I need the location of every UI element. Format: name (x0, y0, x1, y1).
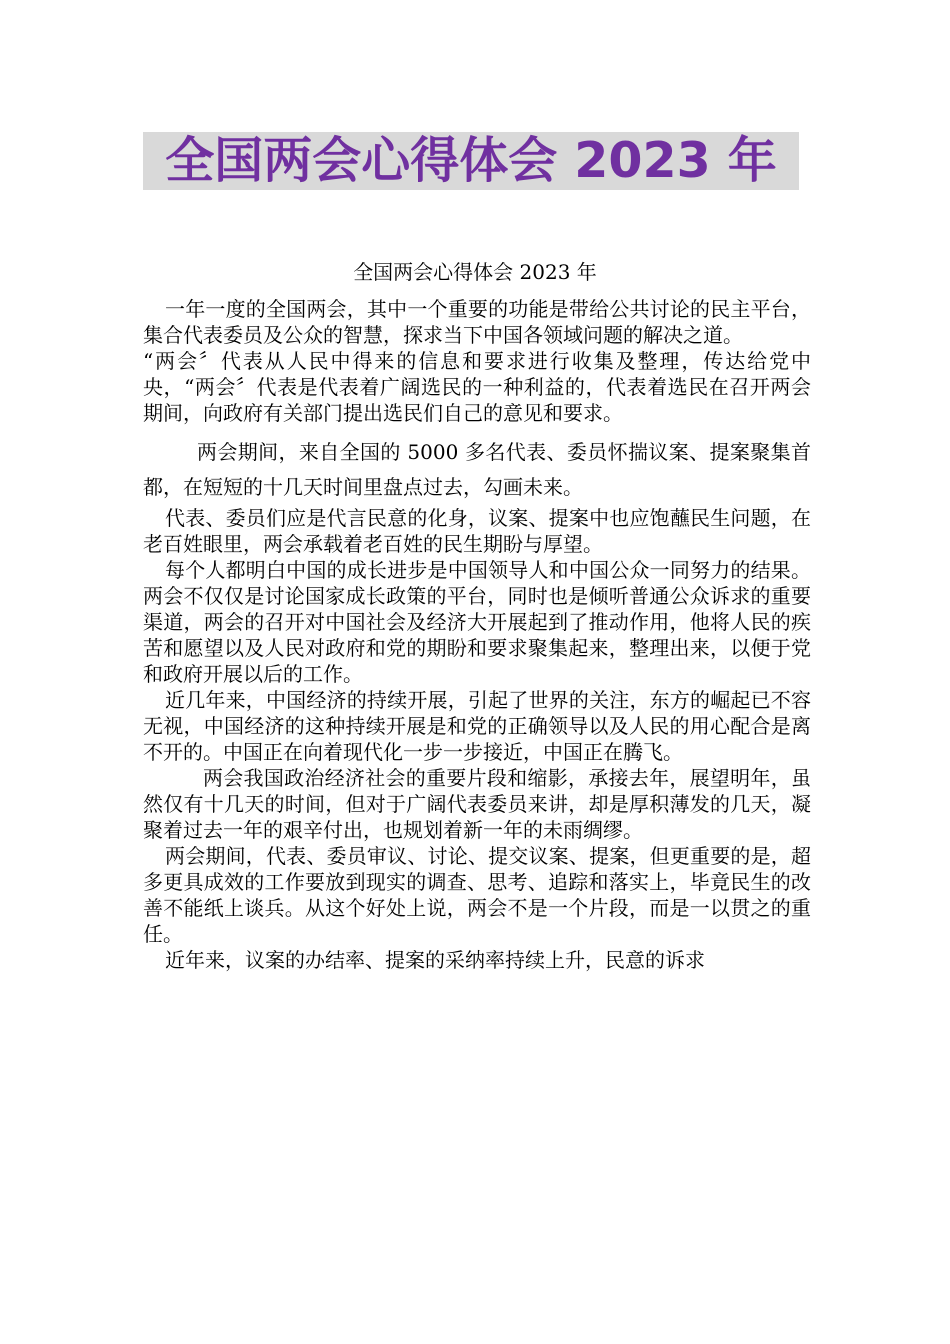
body-paragraph: 两会我国政治经济社会的重要片段和缩影，承接去年，展望明年，虽然仅有十几天的时间，但对于广阔代表委员来讲，却是厚积薄发的几天，凝聚着过去一年的艰辛付出，也规划着新一年的未雨绸缪。 (143, 766, 811, 842)
document-body (143, 296, 811, 973)
body-paragraph: 代表、委员们应是代言民意的化身，议案、提案中也应饱蘸民生问题，在老百姓眼里，两会承载着老百姓的民生期盼与厚望。 (143, 506, 811, 556)
body-paragraph: 近年来，议案的办结率、提案的采纳率持续上升，民意的诉求 (165, 948, 705, 972)
body-paragraph: 两会期间，代表、委员审议、讨论、提交议案、提案，但更重要的是，超多更具成效的工作要放到现实的调查、思考、追踪和落实上，毕竟民生的改善不能纸上谈兵。从这个好处上说，两会不是一个片段，而是一以贯之的重任。 (143, 844, 811, 946)
body-paragraph: 近几年来，中国经济的持续开展，引起了世界的关注，东方的崛起已不容无视，中国经济的这种持续开展是和党的正确领导以及人民的用心配合是离不开的。中国正在向着现代化一步一步接近，中国正在腾飞。 (143, 688, 811, 764)
body-paragraph: 每个人都明白中国的成长进步是中国领导人和中国公众一同努力的结果。两会不仅仅是讨论国家成长政策的平台，同时也是倾听普通公众诉求的重要渠道，两会的召开对中国社会及经济大开展起到了推动作用，他将人民的疾苦和愿望以及人民对政府和党的期盼和要求聚集起来，整理出来，以便于党和政府开展以后的工作。 (143, 558, 811, 686)
body-paragraph: 一年一度的全国两会，其中一个重要的功能是带给公共讨论的民主平台，集合代表委员及公众的智慧，探求当下中国各领域问题的解决之道。 (143, 297, 811, 347)
document-subtitle: 全国两会心得体会 2023 年 (353, 260, 597, 284)
body-paragraph: “两会〞代表从人民中得来的信息和要求进行收集及整理，传达给党中央，“两会〞代表是代表着广阔选民的一种利益的，代表着选民在召开两会期间，向政府有关部门提出选民们自己的意见和要求。 (143, 349, 811, 425)
title-highlight (143, 132, 799, 190)
document-title: 全国两会心得体会 2023 年 (165, 132, 777, 189)
body-paragraph: 两会期间，来自全国的 5000 多名代表、委员怀揣议案、提案聚集首都，在短短的十几天时间里盘点过去，勾画未来。 (143, 440, 811, 499)
